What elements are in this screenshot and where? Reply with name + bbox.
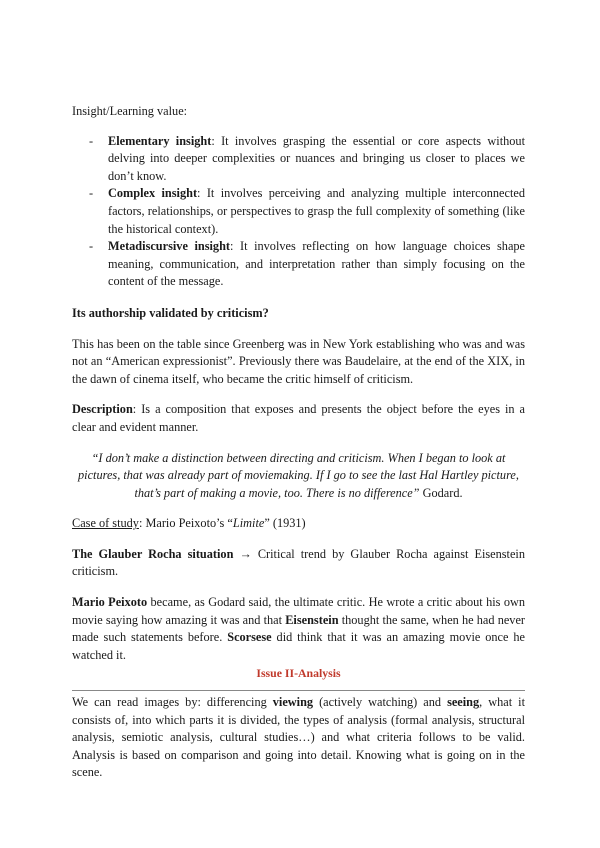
term-metadiscursive-insight: Metadiscursive insight xyxy=(108,239,231,254)
list-dash: - xyxy=(89,133,94,148)
list-item-complex-insight xyxy=(72,185,525,238)
case-study-label: Case of study xyxy=(72,516,139,531)
godard-quote xyxy=(72,450,525,503)
analysis-text-1: We can read images by: differencing xyxy=(72,695,273,710)
description-text: : Is a composition that exposes and presents the object before the eyes in a clear and evident manner. xyxy=(72,402,525,434)
analysis-paragraph xyxy=(72,694,525,782)
peixoto-paragraph xyxy=(72,594,525,664)
description-paragraph xyxy=(72,401,525,436)
eisenstein-name: Eisenstein xyxy=(285,612,339,627)
document-page xyxy=(72,103,525,782)
issue-title: Issue II-Analysis xyxy=(256,666,341,681)
analysis-text-2: (actively watching) and xyxy=(313,695,448,710)
insight-list xyxy=(72,133,525,291)
film-title: Limite xyxy=(232,516,265,531)
greenberg-paragraph: This has been on the table since Greenberg was in New York establishing who was and was not an “American expressionist”. Previously there was Baudelaire, at the end of the XIX, in the dawn of cinema itself, who became the critic himself of criticism. xyxy=(72,336,525,386)
insight-title: Insight/Learning value: xyxy=(72,104,188,118)
authorship-heading: Its authorship validated by criticism? xyxy=(72,305,269,320)
list-dash: - xyxy=(89,186,94,201)
glauber-term: The Glauber Rocha situation xyxy=(72,546,234,561)
list-dash: - xyxy=(89,239,94,254)
glauber-paragraph xyxy=(72,546,525,581)
quote-text: “I don’t make a distinction between directing and criticism. When I began to look at pictures, that was already part of moviemaking. If I go to see the last Hal Hartley picture, that’s part of making a movie, too. There is no difference” xyxy=(78,450,519,500)
quote-author: Godard. xyxy=(419,485,463,500)
scorsese-name: Scorsese xyxy=(227,630,272,645)
peixoto-text-3: did think that it was an amazing movie once he watched it. xyxy=(72,630,525,662)
description-term: Description xyxy=(72,402,133,417)
list-item-elementary-insight xyxy=(72,133,525,186)
definition-metadiscursive-insight: : It involves reflecting on how language choices shape meaning, communication, and interpretation rather than simply focusing on the content of the message. xyxy=(108,239,526,289)
seeing-term: seeing xyxy=(447,695,480,710)
viewing-term: viewing xyxy=(272,695,314,710)
term-elementary-insight: Elementary insight xyxy=(108,133,212,148)
case-study-text-before: : Mario Peixoto’s “ xyxy=(138,516,233,531)
peixoto-text-2: thought the same, when he had never made such statements before. xyxy=(72,612,526,645)
analysis-text-3: , what it consists of, into which parts it is divided, the types of analysis (formal analysis, structural analysis, semiotic analysis, cultural studies…) and what criteria follows to be valid. Analysis is based on comparison and going into detail. Knowing what is going on in the scene. xyxy=(72,695,525,780)
list-item-metadiscursive-insight xyxy=(72,238,525,291)
glauber-text: → Critical trend by Glauber Rocha against Eisenstein criticism. xyxy=(72,546,525,579)
case-study-line xyxy=(72,515,525,533)
section-divider xyxy=(72,690,525,691)
peixoto-text-1: became, as Godard said, the ultimate critic. He wrote a critic about his own movie saying how amazing it was and that xyxy=(72,595,526,627)
definition-elementary-insight: : It involves grasping the essential or core aspects without delving into deeper complexities or nuances and bringing us closer to places we don’t know. xyxy=(108,133,525,183)
definition-complex-insight: : It involves perceiving and analyzing multiple interconnected factors, relationships, or perspectives to grasp the full complexity of something (like the historical context). xyxy=(108,186,526,236)
case-study-text-after: ” (1931) xyxy=(264,516,306,531)
term-complex-insight: Complex insight xyxy=(108,186,198,201)
peixoto-name: Mario Peixoto xyxy=(72,595,148,610)
